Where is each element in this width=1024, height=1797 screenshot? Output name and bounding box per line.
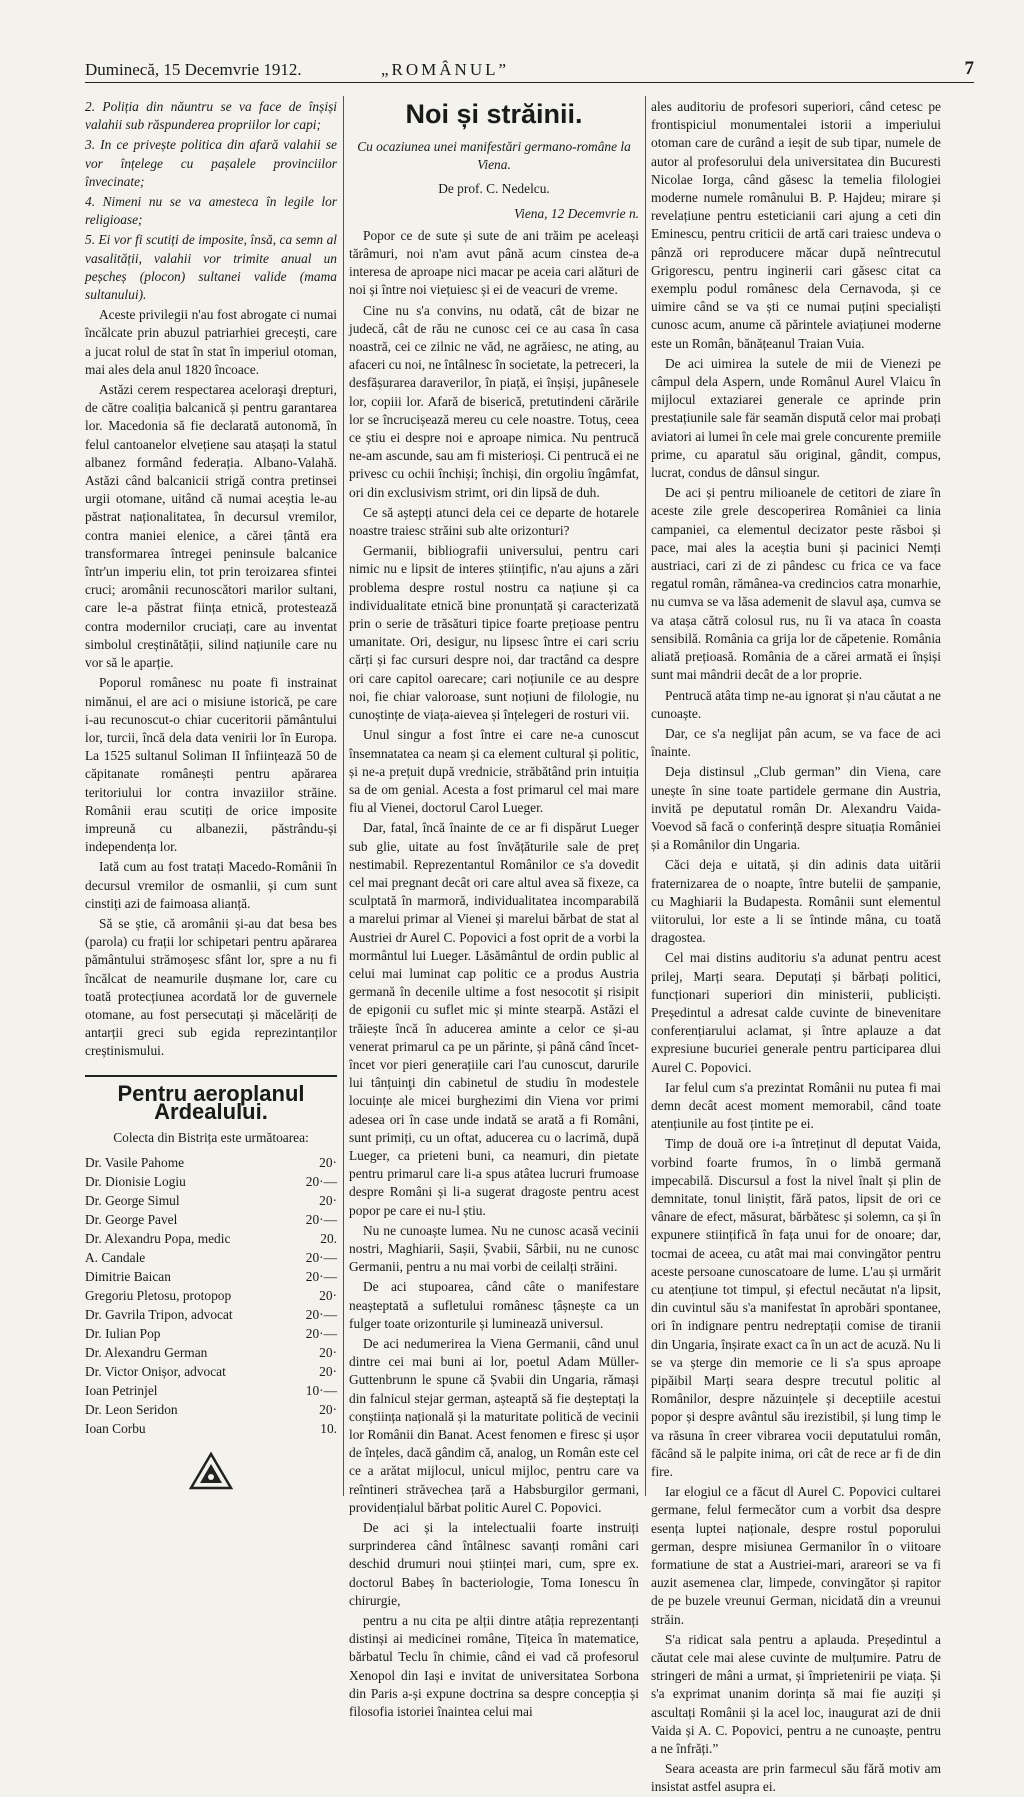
- donor-name: Dr. Alexandru Popa, medic: [85, 1231, 231, 1247]
- page-header: [85, 56, 974, 83]
- donor-name: Dr. Dionisie Logiu: [85, 1174, 186, 1190]
- article-byline: De prof. C. Nedelcu.: [438, 181, 550, 197]
- donor-row: [85, 1248, 337, 1267]
- donor-name: Gregoriu Pletosu, protopop: [85, 1288, 232, 1304]
- paragraph: Ce să aștepți atunci dela cei ce departe de hotarele noastre traiesc străini sub alte orizonturi?: [349, 504, 639, 539]
- donor-amount: 20·—: [305, 1326, 337, 1342]
- donor-row: [85, 1419, 337, 1438]
- donor-name: Dr. Gavrila Tripon, advocat: [85, 1307, 233, 1323]
- paragraph: Germanii, bibliografii universului, pentru cari nimic nu e lipsit de interes științific, n'au ajuns a zări problema despre rostul nostru ca națiune și ca individualitate etnică bine pronunțată și caracterizată prin o serie de trăsături tipice foarte prețioase pentru umanitate. Ori, desigur, nu lipsesc între ei cari scriu cărți și fac cursuri despre noi, dar tractând ca despre ori care capitol oarecare; cari noțiunile ce au despre noi, fie chiar valoroase, sunt noțiuni de filologie, nu cunoștințe de viața-aievea și înțelegeri de rosturi vii.: [349, 543, 639, 723]
- donor-amount: 20·—: [305, 1250, 337, 1266]
- paragraph: ales auditoriu de profesori superiori, când cetesc pe frontispiciul monumentalei istorii a imperiului otoman care de curând a ieșit de sub tipar, numele de autor al profesorului dela universitatea din Bucuresti Nicolae Iorga, când găsesc la temelia filologiei moderne numele românului B. P. Hajdeu; mirare și revelațiune pentru esteticianii cari ajung a ceti din Eminescu, pentru criticii de artă cari traiesc undeva o pânză ori reproducere măcar după neîntrecutul Grigorescu, pentru inginerii cari găsesc citat ca exemplu podul românesc dela Cernavoda, și ce uimire când se va ști ce numai puțini specialiști cunosc acum, anume că părintele aviațiunei moderne este un Român, bănățeanul Traian Vuia.: [651, 99, 941, 351]
- paragraph: Nu ne cunoaște lumea. Nu ne cunosc acasă vecinii nostri, Maghiarii, Sașii, Șvabii, Sârbii, nu ne cunosc Germanii, pentru a nu mai vorbi de ceilalți străini.: [349, 1222, 639, 1275]
- paragraph: Dar, fatal, încă înainte de ce ar fi dispărut Lueger sub glie, uitate au fost învățăturile sale de preț nestimabil. Reprezentantul Românilor ce s'a dovedit cel mai pregnant decât ori care altul avea să fixeze, ca sculptată în marmoră, individualitatea incomparabilă a marelui primar al Vienei și marelui bărbat de stat al Austriei dr Aurel C. Popovici a fost oprit de a vorbi la mormântul lui Lueger. Lăsământul de ordin public al celui mai luminat cap politic ce a produs Austria germană în decenile ultime a fost nesocotit și risipit de epigonii cu suflet mic și minte stearpă. Astăzi el trăiește încă în aducerea aminte a celor ce și-au venerat primarul ca pe un părinte, și până când încet-încet vor pieri generațiile cari l'au cunoscut, darurile lui tânțuinţi din cabinetul de studiu în modestele locuințe ale micei burghezimi din Viena vor primi adesea ori în case unde indată se arată a fi Români, sunt primiți, cu un oftat, aducerea cu o lacrimă, după Lueger, ca prieteni buni, ca neamuri, din pietate pentru primarul care li-a spus atâtea lucruri frumoase despre Români și li-a sugerat dragoste pentru acest popor pe care ei nu-l știu.: [349, 820, 639, 1218]
- donor-name: Dr. Leon Seridon: [85, 1402, 178, 1418]
- donor-name: Dr. George Pavel: [85, 1212, 178, 1228]
- column-rule: [343, 96, 344, 1496]
- donor-name: Dr. Alexandru German: [85, 1345, 208, 1361]
- donor-name: Ioan Corbu: [85, 1421, 146, 1437]
- paragraph: Unul singur a fost între ei care ne-a cunoscut însemnatatea ca neam și ca element cultural și politic, și ne-a prețuit după vrednicie, străbătând prin intuiția sa de om genial. Acesta a fost primarul cel mai mare fiu al Vienei, doctorul Carol Lueger.: [349, 727, 639, 816]
- donor-amount: 20·—: [305, 1212, 337, 1228]
- donor-row: [85, 1400, 337, 1419]
- paragraph: Cel mai distins auditoriu s'a adunat pentru acest prilej, Marți seara. Deputați și bărbați politici, funcționari superiori din ministerii, publiciști. Președintul a adresat calde cuvinte de binevenitare conferențiarului aclamat, și între aplauze a dat expresiune bucuriei generale pentru participarea dlui Aurel C. Popovici.: [651, 950, 941, 1075]
- donor-row: [85, 1229, 337, 1248]
- column-1: [85, 98, 337, 1493]
- donor-row: [85, 1362, 337, 1381]
- donor-row: [85, 1324, 337, 1343]
- donor-row: [85, 1267, 337, 1286]
- privilege-item: 4. Nimeni nu se va amesteca în legile lor religioase;: [85, 194, 337, 228]
- paragraph: Timp de două ore i-a întreținut dl deputat Vaida, vorbind foarte frumos, în o limbă germană impecabilă. Discursul a fost la nivel înalt și plin de demnitate, tonul liniștit, fără patos, lipsit de ori ce vânare de efect, măsurat, bărbătesc și solemn, ca și în expunere stiințifică în fața unui for de onoare; dar, tocmai de aceea, cu atât mai mai convingător pentru aceste persoane cunoscatoare de lume. L'au și urmărit cu atențiune tot timpul, și efectul necăutat n'a lipsit, din cuvintul său s'a manifestat în aprobări spontanee, ori în indignare pentru nedreptații comise de tiranii din Ungaria, înșirate exact ca în un act de acuză. Nu li se va șterge din memorie ce li s'a spus aproape pipăibil Marți seara despre trecutul politic al Românilor, despre năzuințele și deceptiile acestui popor și despre avântul său irezistibil, și lung timp le va răsuna în creer vibrarea vocii deputatului român, făcând să le palpite inima, ori cât de rece ar fi de din fire.: [651, 1136, 941, 1480]
- donor-row: [85, 1191, 337, 1210]
- donor-name: Dr. Vasile Pahome: [85, 1155, 185, 1171]
- emblem-icon-graphic: [189, 1452, 233, 1490]
- donor-amount: 20·: [319, 1364, 337, 1380]
- paragraph: De aci și pentru milioanele de cetitori de ziare în aceste zile grele descoperirea României ca linia campaniei, ca elementul decizator peste răsboi și pace, mai ales la aceștia buni și pacinici Nemți austriaci, cari zi de zi pândesc cu frica ce va face regatul român, rămânea-va credincios catra monarhie, nu cumva se va lăsa ademenit de slavul așa, cumva se va atașa cătră colosul rus, nu îi va ataca în coasta sensibilă. România ca grija lor de căpetenie. România aliată prețioasă. România de a cărei armată ei înșiși sunt mai mândrii decât de a lor proprie.: [651, 485, 941, 683]
- donor-row: [85, 1343, 337, 1362]
- box-subtitle: Colecta din Bistrița este următoarea:: [113, 1129, 309, 1145]
- donor-row: [85, 1153, 337, 1172]
- article-subtitle: Cu ocaziunea unei manifestări germano-române la Viena.: [357, 139, 631, 173]
- paragraph: pentru a nu cita pe alții dintre atâția reprezentanți distinși ai medicinei române, Tițeica în matematice, bărbatul Teclu în chimie, când ei vad că profesorul Xenopol din Iași e invitat de universitatea Sorbona din Paris a-și expune doctrina sa despre concepția și filosofia istoriei înaintea celui mai: [349, 1613, 639, 1720]
- donor-row: [85, 1210, 337, 1229]
- paragraph: De aci uimirea la sutele de mii de Vienezi pe câmpul dela Aspern, unde Românul Aurel Vlaicu în mijlocul extaziarei generale ce aprinde prin prestațiunile sale fär seamăn dispută celor mai probați aviatori ai lumei în cele mai grele concurente premiile prime, cu aparatul său original, gândit, compus, lucrat, condus de dânsul singur.: [651, 355, 941, 481]
- issue-date: Duminecă, 15 Decemvrie 1912.: [85, 60, 302, 79]
- newspaper-name: „ROMÂNUL”: [381, 60, 510, 79]
- paragraph: Poporul românesc nu poate fi instrainat nimănui, el are aci o misiune istorică, pe care i-au recunoscut-o chiar cuceritorii pământului lor, turcii, încă dela data venirii lor în Europa. La 1525 sultanul Soliman II înființează 50 de căpitanate românești pentru apărarea teritoriului lor contra invaziilor străine. Românii erau scutiți de orice imposite impreună cu albanezii, păstrându-și independența lor.: [85, 675, 337, 855]
- paragraph: Aceste privilegii n'au fost abrogate ci numai încălcate prin abuzul patriarhiei grecești, care a jucat rolul de stat în stat în imperiul otoman, mai ales dela anul 1820 încoace.: [85, 307, 337, 377]
- donor-amount: 20·: [319, 1155, 337, 1171]
- page-number: 7: [964, 58, 974, 79]
- donor-list: [85, 1153, 337, 1438]
- donor-amount: 20·: [319, 1345, 337, 1361]
- paragraph: Dar, ce s'a neglijat pân acum, se va face de aci înainte.: [651, 725, 941, 760]
- column-3: [651, 98, 941, 1795]
- donor-amount: 20.: [320, 1231, 337, 1247]
- paragraph: Astăzi cerem respectarea aceloraşi drepturi, de către coaliția balcanică și pentru garantarea lor. Macedonia să fie declarată autonomă, în felul cantoanelor elvețiene sau atașați la statul albanez formând federația. Albano-Valahă. Astăzi când balcanicii strigă contra pretinsei urgii otomane, uitând că numai aceștia le-au păstrat naționalitatea, în decursul vremilor, contra maniei elenice, a cărei țântă era transformarea întregei peninsule balcanice într'un imperiu elin, tot prin teroizarea sfintei cruci; aromânii recunoscători marilor sultani, care le-a păstrat ființa etnică, protestează contra modernilor cruciați, care au inventat simbolul creștinătății, silind națiunile care nu vor să le aparție.: [85, 382, 337, 671]
- donor-row: [85, 1172, 337, 1191]
- paragraph: Cine nu s'a convins, nu odată, cât de bizar ne judecă, cât de rău ne cunosc cei ce au casa în casa noastră, cei ce zilnic ne văd, ne agrăiesc, ne ating, au afaceri cu noi, ne întâlnesc în societate, la petreceri, la desfășurarea daraverilor, în piață, ei înșiși, jupânesele lor, copiii lor. Afară de biserică, pretutindeni cărările lor se încrucișează mereu cu cele noastre. Totuș, ceea ce știu ei despre noi e aproape nimica. Nu pentrucă ne-am ascunde, sau am fi misterioși. Ci pentrucă ei ne privesc cu ochii închiși; închiși, din orgoliu îngâmfat, ori din exclusivism strimt, ori din lipsă de duh.: [349, 302, 639, 500]
- paragraph: Căci deja e uitată, și din adinis data uitării fraternizarea de o noapte, între butelii de șampanie, cu Maghiarii la Budapesta. Românii sunt elementul viitorului, lor este a li se întinde mâna, cu toată dragostea.: [651, 857, 941, 946]
- privilege-item: 2. Poliția din năuntru se va face de înșiși valahii sub răspunderea propriilor lor capi;: [85, 99, 337, 133]
- paragraph: Seara aceasta are prin farmecul său fără motiv am insistat astfel asupra ei.: [651, 1761, 941, 1795]
- paragraph: De aci nedumerirea la Viena Germanii, când unul dintre cei mai buni ai lor, poetul Adam Müller-Guttenbrunn le spune că Șvabii din Ungaria, rămași din falnicul stejar german, așteaptă să fie deșteptați la conștiința națională și la maturitate politică de vecinii lor Românii din Banat. Acest fenomen e firesc și ușor de înțeles, dacă gândim că, analog, un Român este cel ce a arătat mijlocul, unicul mijloc, pentru care va reîntineri străvechea țară a Habsburgilor germani, providențialul bărbat politic Aurel C. Popovici.: [349, 1336, 639, 1515]
- paragraph: Pentrucă atâta timp ne-au ignorat și n'au căutat a ne cunoaște.: [651, 687, 941, 721]
- donor-amount: 20·: [319, 1193, 337, 1209]
- donor-name: Dr. Iulian Pop: [85, 1326, 161, 1342]
- article-dateline: Viena, 12 Decemvrie n.: [513, 205, 639, 221]
- paragraph: Iar elogiul ce a făcut dl Aurel C. Popovici cultarei germane, felul fermecător cum a vorbit dsa despre esența luptei naționale, despre rostul poporului german, despre misiunea Germanilor în o viitoare formatiune de stat a Austriei-mari, arareori se va fi auzit asemenea clar, limpede, convingător și rapitor de pe buzele vreunui German, nicidată din a vreunui străin.: [651, 1484, 941, 1627]
- donor-amount: 20·: [319, 1402, 337, 1418]
- paragraph: Deja distinsul „Club german” din Viena, care unește în sine toate partidele germane din Austria, invită pe deputatul român Dr. Alexandru Vaida-Voevod să facă o conferință despre situația României și a Românilor din Ungaria.: [651, 764, 941, 853]
- donor-name: Dimitrie Baican: [85, 1269, 171, 1285]
- donor-name: A. Candale: [85, 1250, 146, 1266]
- article-title: Noi și străinii.: [405, 99, 583, 129]
- donor-row: [85, 1305, 337, 1324]
- privilege-item: 3. In ce privește politica din afară valahii se vor înțelege cu pașalele provinciilor învecinate;: [85, 137, 337, 189]
- donor-amount: 20·—: [305, 1174, 337, 1190]
- aeroplane-collection-box: [85, 1075, 337, 1496]
- donor-name: Ioan Petrinjel: [85, 1383, 158, 1399]
- column-2: [349, 98, 639, 1720]
- emblem-icon: [85, 1452, 337, 1495]
- paragraph: Popor ce de sute și sute de ani trăim pe aceleași tărâmuri, noi n'am avut până acum cinstea de-a interesa de aproape nici macar pe aceia cari alături de noi și între noi viețuiesc și ei de veacuri de vreme.: [349, 227, 639, 298]
- paragraph: De aci și la intelectualii foarte instruiți surprinderea când întâlnesc savanți români cari deschid drumuri noui științei mari, cum, spre ex. doctorul Babeș în bacteriologie, Toma Ionescu în chirurgie,: [349, 1520, 639, 1608]
- donor-name: Dr. Victor Onișor, advocat: [85, 1364, 226, 1380]
- column-rule: [645, 96, 646, 1496]
- donor-amount: 20·—: [305, 1307, 337, 1323]
- paragraph: Iar felul cum s'a prezintat Românii nu putea fi mai demn decât acest moment memorabil, când toate atențiunile au fost țintite pe ei.: [651, 1079, 941, 1132]
- paragraph: De aci stupoarea, când câte o manifestare neașteptată a sufletului românesc țâșnește ca un fulger toate orizonturile și luminează universul.: [349, 1279, 639, 1331]
- donor-amount: 20·: [319, 1288, 337, 1304]
- box-title: Pentru aeroplanul Ardealului.: [85, 1075, 337, 1121]
- donor-amount: 10·—: [305, 1383, 337, 1399]
- donor-row: [85, 1381, 337, 1400]
- donor-name: Dr. George Simul: [85, 1193, 180, 1209]
- paragraph: Să se știe, că aromânii și-au dat besa bes (parola) cu frații lor schipetari pentru apărarea pământului strămoșesc sfânt lor, spre a nu fi încălcat de neamurile dușmane lor, care cu toată protecțiunea acordată lor de guvernele otomane, au fost persecutați și măcelăriți de antarții greci sub egida reprezintanților creștinismului.: [85, 915, 337, 1059]
- paragraph: S'a ridicat sala pentru a aplauda. Președintul a căutat cele mai alese cuvinte de mulțumire. Patru de stringeri de mâni a urmat, și împrietenirii pe viața. Și s'a exprimat unanim dorința să mai fie auziți și ascultați Românii și la acel loc, inaugurat azi de dnii Vaida și A. C. Popovici, pentru a ne cunoaște, pentru a ne înfrăți.”: [651, 1631, 941, 1757]
- donor-amount: 20·—: [305, 1269, 337, 1285]
- donor-row: [85, 1286, 337, 1305]
- donor-amount: 10.: [320, 1421, 337, 1437]
- privilege-item: 5. Ei vor fi scutiți de imposite, însă, ca semn al vasalității, valahii vor trimite anual un peșcheș (plocon) sultanei valide (mama sultanului).: [85, 232, 337, 303]
- paragraph: Iată cum au fost tratați Macedo-Românii în decursul vremilor de osmanlii, și cum sunt cinstiți azi de faimoasa alianță.: [85, 859, 337, 911]
